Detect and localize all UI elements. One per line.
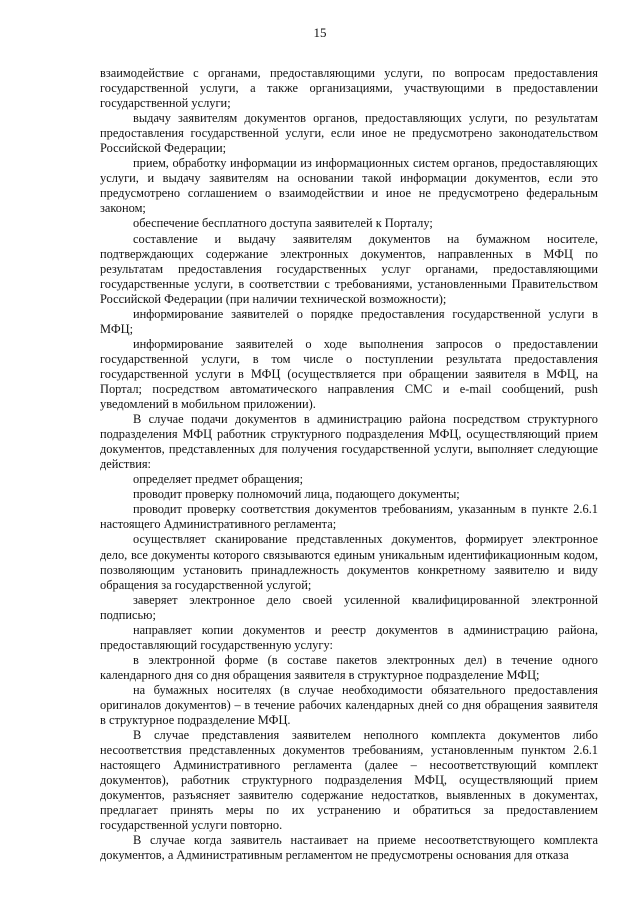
paragraph: В случае когда заявитель настаивает на приеме несоответствующего комплекта документов, а Административным регламентом не предусмотрены основания для отказа xyxy=(100,833,598,863)
paragraph: в электронной форме (в составе пакетов электронных дел) в течение одного календарного дня со дня обращения заявителя в структурное подразделение МФЦ; xyxy=(100,652,598,682)
paragraph: информирование заявителей о ходе выполнения запросов о предоставлении государственной услуги, в том числе о поступлении результата предоставления государственной услуги в МФЦ (осуществляется при обращении заявителя в МФЦ, на Портал; посредством автоматического направления СМС и e-mail сообщений, push уведомлений в мобильном приложении). xyxy=(100,336,598,412)
paragraph: В случае подачи документов в администрацию района посредством структурного подразделения МФЦ работник структурного подразделения МФЦ, осуществляющий прием документов, представленных для получения государственной услуги, выполняет следующие действия: xyxy=(100,412,598,472)
paragraph: на бумажных носителях (в случае необходимости обязательного предоставления оригиналов документов) – в течение рабочих календарных дней со дня обращения заявителя в структурное подразделение МФЦ. xyxy=(100,682,598,728)
paragraph: проводит проверку соответствия документов требованиям, указанным в пункте 2.6.1 настоящего Административного регламента; xyxy=(100,502,598,532)
paragraph: прием, обработку информации из информационных систем органов, предоставляющих услуги, и выдачу заявителям на основании такой информации документов, если это предусмотрено соглашением о взаимодействии и иное не предусмотрено федеральным законом; xyxy=(100,156,598,216)
paragraph: осуществляет сканирование представленных документов, формирует электронное дело, все документы которого связываются единым уникальным идентификационным кодом, позволяющим установить принадлежность документов конкретному заявителю и виду обращения за государственной услугой; xyxy=(100,532,598,592)
paragraph: выдачу заявителям документов органов, предоставляющих услуги, по результатам предоставления государственной услуги, если иное не предусмотрено законодательством Российской Федерации; xyxy=(100,111,598,156)
paragraph: определяет предмет обращения; xyxy=(133,472,304,487)
paragraph: информирование заявителей о порядке предоставления государственной услуги в МФЦ; xyxy=(100,306,598,336)
paragraph: проводит проверку полномочий лица, подающего документы; xyxy=(133,487,460,502)
paragraph: взаимодействие с органами, предоставляющими услуги, по вопросам предоставления государственной услуги, а также организациями, участвующими в предоставлении государственной услуги; xyxy=(100,66,598,111)
paragraph: обеспечение бесплатного доступа заявителей к Порталу; xyxy=(133,216,433,231)
paragraph: заверяет электронное дело своей усиленной квалифицированной электронной подписью; xyxy=(100,592,598,622)
paragraph: составление и выдачу заявителям документов на бумажном носителе, подтверждающих содержание электронных документов, направленных в МФЦ по результатам предоставления государственных услуг органами, предоставляющими государственные услуги, в соответствии с требованиями, установленными Правительством Российской Федерации (при наличии технической возможности); xyxy=(100,231,598,306)
document-body xyxy=(100,66,598,863)
paragraph: В случае представления заявителем неполного комплекта документов либо несоответствия представленных документов требованиям, установленным пунктом 2.6.1 настоящего Административного регламента (далее – несоответствующий комплект документов), работник структурного подразделения МФЦ, осуществляющий прием документов, разъясняет заявителю содержание недостатков, выявленных в документах, предлагает принять меры по их устранению и обратиться за предоставлением государственной услуги повторно. xyxy=(100,728,598,833)
page-number: 15 xyxy=(313,25,327,40)
paragraph: направляет копии документов и реестр документов в администрацию района, предоставляющий государственную услугу: xyxy=(100,622,598,652)
